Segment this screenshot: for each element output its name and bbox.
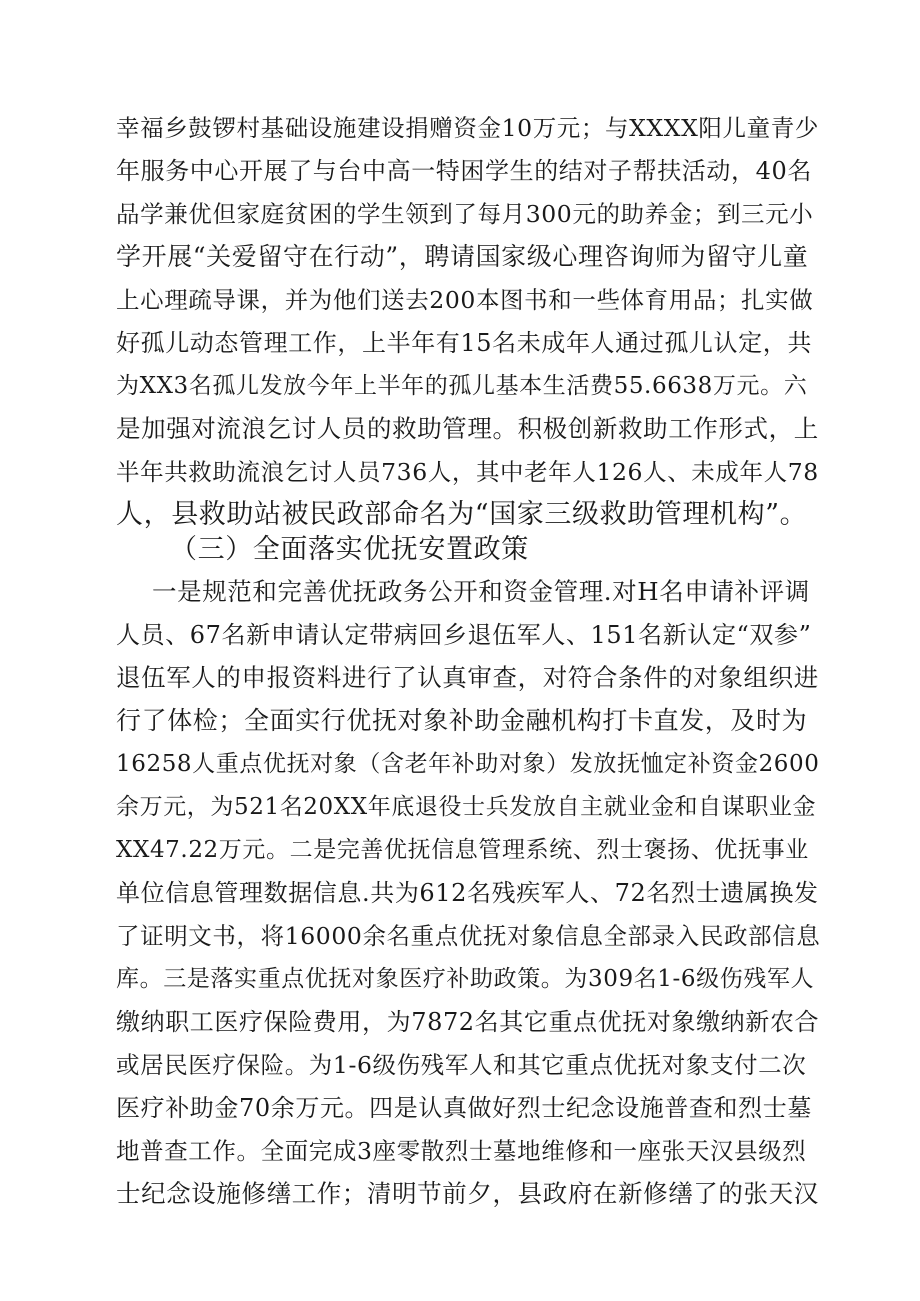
paragraph-line-23: 或居民医疗保险。为1-6级伤残军人和其它重点优抚对象支付二次 <box>116 1051 807 1079</box>
paragraph-line-12: 一是规范和完善优抚政务公开和资金管理.对H名申请补评调 <box>152 577 810 606</box>
paragraph-line-25: 地普查工作。全面完成3座零散烈士墓地维修和一座张天汉县级烈 <box>116 1137 807 1165</box>
section-heading: （三）全面落实优抚安置政策 <box>170 534 529 565</box>
paragraph-line-2: 年服务中心开展了与台中高一特困学生的结对子帮扶活动，40名 <box>116 157 812 185</box>
paragraph-line-5: 上心理疏导课，并为他们送去200本图书和一些体育用品；扎实做 <box>116 286 814 314</box>
paragraph-line-17: 余万元，为521名20XX年底退役士兵发放自主就业金和自谋职业金 <box>116 794 817 820</box>
paragraph-line-26: 士纪念设施修缮工作；清明节前夕，县政府在新修缮了的张天汉 <box>116 1179 819 1208</box>
paragraph-line-6: 好孤儿动态管理工作，上半年有15名未成年人通过孤儿认定，共 <box>116 329 812 357</box>
paragraph-line-16: 16258人重点优抚对象（含老年补助对象）发放抚恤定补资金2600 <box>116 751 820 777</box>
paragraph-line-10: 人，县救助站被民政部命名为“国家三级救助管理机构”。 <box>116 499 808 530</box>
paragraph-line-4: 学开展“关爱留守在行动”，聘请国家级心理咨询师为留守儿童 <box>116 242 809 271</box>
paragraph-line-22: 缴纳职工医疗保险费用，为7872名其它重点优抚对象缴纳新农合 <box>116 1008 820 1036</box>
paragraph-line-24: 医疗补助金70余万元。四是认真做好烈士纪念设施普查和烈士墓 <box>116 1094 812 1122</box>
paragraph-line-18: XX47.22万元。二是完善优抚信息管理系统、烈士褒扬、优抚事业 <box>116 837 809 863</box>
paragraph-line-9: 半年共救助流浪乞讨人员736人，其中老年人126人、未成年人78 <box>116 458 819 486</box>
paragraph-line-21: 库。三是落实重点优抚对象医疗补助政策。为309名1-6级伤残军人 <box>116 966 815 992</box>
paragraph-line-19: 单位信息管理数据信息.共为612名残疾军人、72名烈士遗属换发 <box>116 879 819 907</box>
paragraph-line-3: 品学兼优但家庭贫困的学生领到了每月300元的助养金；到三元小 <box>116 200 814 228</box>
paragraph-line-15: 行了体检；全面实行优抚对象补助金融机构打卡直发，及时为 <box>116 706 808 735</box>
paragraph-line-1: 幸福乡鼓锣村基础设施建设捐赠资金10万元；与XXXX阳儿童青少 <box>116 114 819 142</box>
paragraph-line-8: 是加强对流浪乞讨人员的救助管理。积极创新救助工作形式，上 <box>116 414 819 443</box>
paragraph-line-7: 为XX3名孤儿发放今年上半年的孤儿基本生活费55.6638万元。六 <box>116 373 808 399</box>
paragraph-line-14: 退伍军人的申报资料进行了认真审查，对符合条件的对象组织进 <box>116 663 819 692</box>
paragraph-line-20: 了证明文书，将16000余名重点优抚对象信息全部录入民政部信息 <box>116 922 821 950</box>
paragraph-line-13: 人员、67名新申请认定带病回乡退伍军人、151名新认定“双参” <box>116 621 812 649</box>
